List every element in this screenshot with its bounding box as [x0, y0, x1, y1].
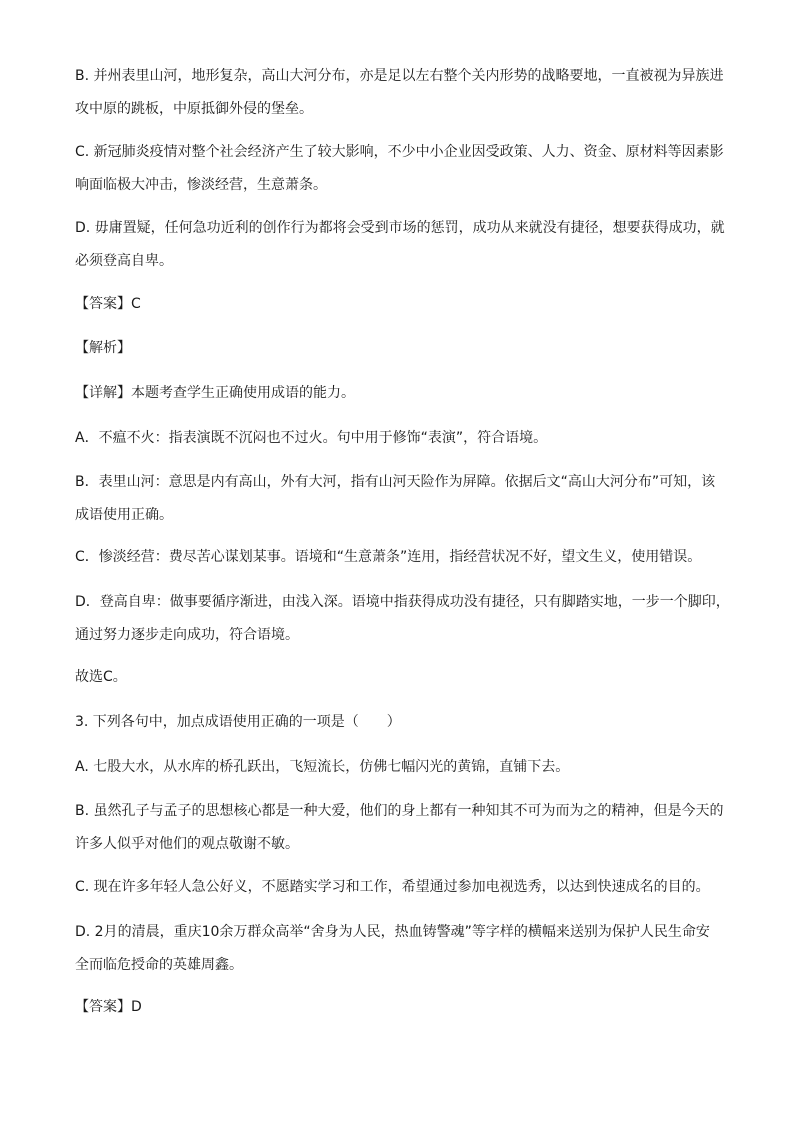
text-line: D. 毋庸置疑，任何急功近利的创作行为都将会受到市场的惩罚，成功从来就没有捷径，想要获得成功，就 — [75, 220, 725, 236]
text-line: D．登高自卑：做事要循序渐进，由浅入深。语境中指获得成功没有捷径，只有脚踏实地，一步一个脚印， — [75, 594, 730, 610]
q3-option-b — [75, 795, 725, 861]
explain-c — [75, 541, 725, 574]
text-line: 成语使用正确。 — [75, 507, 173, 523]
answer-line — [75, 288, 725, 321]
text-line: 全而临危授命的英雄周鑫。 — [75, 957, 243, 973]
analysis-heading — [75, 332, 725, 365]
text-line: 【详解】本题考查学生正确使用成语的能力。 — [75, 385, 355, 401]
text-line: B. 并州表里山河，地形复杂，高山大河分布，亦是足以左右整个关内形势的战略要地，一直被视为异族进 — [75, 68, 724, 84]
text-line: C. 新冠肺炎疫情对整个社会经济产生了较大影响，不少中小企业因受政策、人力、资金、原材料等因素影 — [75, 144, 724, 160]
option-d-paragraph — [75, 212, 725, 278]
explain-a — [75, 422, 725, 455]
q3-option-d — [75, 916, 725, 982]
text-line: C．惨淡经营：费尽苦心谋划某事。语境和“生意萧条”连用，指经营状况不好，望文生义，使用错误。 — [75, 549, 702, 565]
text-line: A．不瘟不火：指表演既不沉闷也不过火。句中用于修饰“表演”，符合语境。 — [75, 430, 548, 446]
explain-d — [75, 586, 730, 652]
text-line: A. 七股大水，从水库的桥孔跃出，飞短流长，仿佛七幅闪光的黄锦，直铺下去。 — [75, 759, 570, 775]
q3-answer-line — [75, 991, 725, 1024]
explain-b — [75, 466, 725, 532]
text-line: B．表里山河：意思是内有高山，外有大河，指有山河天险作为屏障。依据后文“高山大河分布”可知，该 — [75, 474, 716, 490]
text-line: C. 现在许多年轻人急公好义，不愿踏实学习和工作，希望通过参加电视选秀，以达到快速成名的目的。 — [75, 879, 710, 895]
option-c-paragraph — [75, 136, 725, 202]
text-line: 必须登高自卑。 — [75, 253, 173, 269]
text-line: 故选C。 — [75, 669, 127, 685]
text-line: 【解析】 — [75, 340, 131, 356]
conclusion-line — [75, 661, 725, 694]
q3-option-a — [75, 751, 725, 784]
text-line: B. 虽然孔子与孟子的思想核心都是一种大爱，他们的身上都有一种知其不可为而为之的精神，但是今天的 — [75, 803, 724, 819]
q3-option-c — [75, 871, 725, 904]
text-line: 通过努力逐步走向成功，符合语境。 — [75, 627, 299, 643]
text-line: 【答案】C — [75, 296, 141, 312]
text-line: 响面临极大冲击，惨淡经营，生意萧条。 — [75, 177, 327, 193]
text-line: D. 2月的清晨，重庆10余万群众高举“舍身为人民，热血铸警魂”等字样的横幅来送别为保护人民生命安 — [75, 924, 710, 940]
text-line: 攻中原的跳板，中原抵御外侵的堡垒。 — [75, 101, 313, 117]
text-line: 3. 下列各句中，加点成语使用正确的一项是（ ） — [75, 714, 401, 730]
text-line: 【答案】D — [75, 999, 142, 1015]
option-b-paragraph — [75, 60, 725, 126]
question-3-stem — [75, 706, 725, 739]
detail-intro — [75, 377, 725, 410]
text-line: 许多人似乎对他们的观点敬谢不敏。 — [75, 836, 299, 852]
